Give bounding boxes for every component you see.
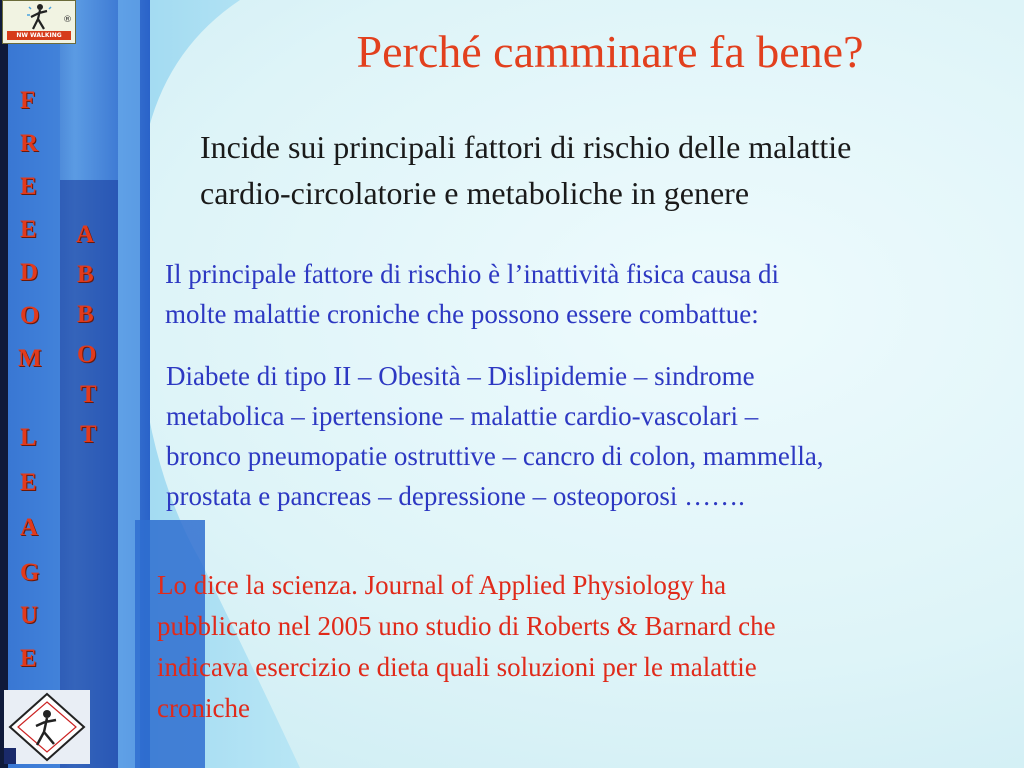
science-paragraph	[157, 565, 776, 729]
intro-paragraph	[200, 124, 851, 216]
text-line: bronco pneumopatie ostruttive – cancro di colon, mammella,	[166, 441, 824, 471]
text-line: prostata e pancreas – depressione – osteoporosi …….	[166, 481, 745, 511]
vertical-letter: G	[20, 559, 40, 586]
text-line: Lo dice la scienza. Journal of Applied Physiology ha	[157, 570, 727, 600]
text-line: Incide sui principali fattori di rischio delle malattie	[200, 129, 852, 165]
vertical-letter: F	[20, 87, 36, 114]
text-line: Diabete di tipo II – Obesità – Dislipidemie – sindrome	[166, 361, 755, 391]
slide-title: Perché camminare fa bene?	[356, 26, 864, 77]
text-line: Il principale fattore di rischio è l’inattività fisica causa di	[165, 259, 780, 289]
text-line: croniche	[157, 693, 250, 723]
league-emblem-icon	[4, 690, 90, 764]
vertical-letter: B	[77, 261, 94, 288]
vertical-letter: E	[20, 469, 37, 496]
nw-walking-logo	[2, 0, 76, 44]
vertical-letter: T	[80, 421, 97, 448]
vertical-letter: O	[77, 341, 97, 368]
text-line: cardio-circolatorie e metaboliche in genere	[200, 175, 750, 211]
text-line: pubblicato nel 2005 uno studio di Roberts & Barnard che	[157, 611, 776, 641]
vertical-letter: U	[20, 602, 39, 629]
logo-brand-text: NW WALKING	[7, 31, 71, 40]
vertical-letter: E	[20, 173, 37, 200]
vertical-letter: D	[20, 259, 39, 286]
vertical-letter: L	[20, 424, 37, 451]
walker-figure-icon	[25, 3, 55, 31]
vertical-letter: E	[20, 216, 37, 243]
vertical-letter: B	[77, 301, 94, 328]
main-factor-paragraph	[165, 254, 779, 334]
vertical-letter: M	[18, 345, 42, 372]
vertical-letter: A	[76, 221, 95, 248]
vertical-letter: E	[20, 645, 37, 672]
vertical-letter: A	[20, 514, 39, 541]
vertical-letter: T	[80, 381, 97, 408]
vertical-letter: R	[20, 130, 39, 157]
text-line: indicava esercizio e dieta quali soluzioni per le malattie	[157, 652, 757, 682]
registered-mark: ®	[63, 15, 72, 25]
text-line: molte malattie croniche che possono essere combattue:	[165, 299, 759, 329]
text-line: metabolica – ipertensione – malattie cardio-vascolari –	[166, 401, 759, 431]
vertical-letter: O	[20, 302, 40, 329]
diseases-paragraph	[166, 356, 824, 516]
